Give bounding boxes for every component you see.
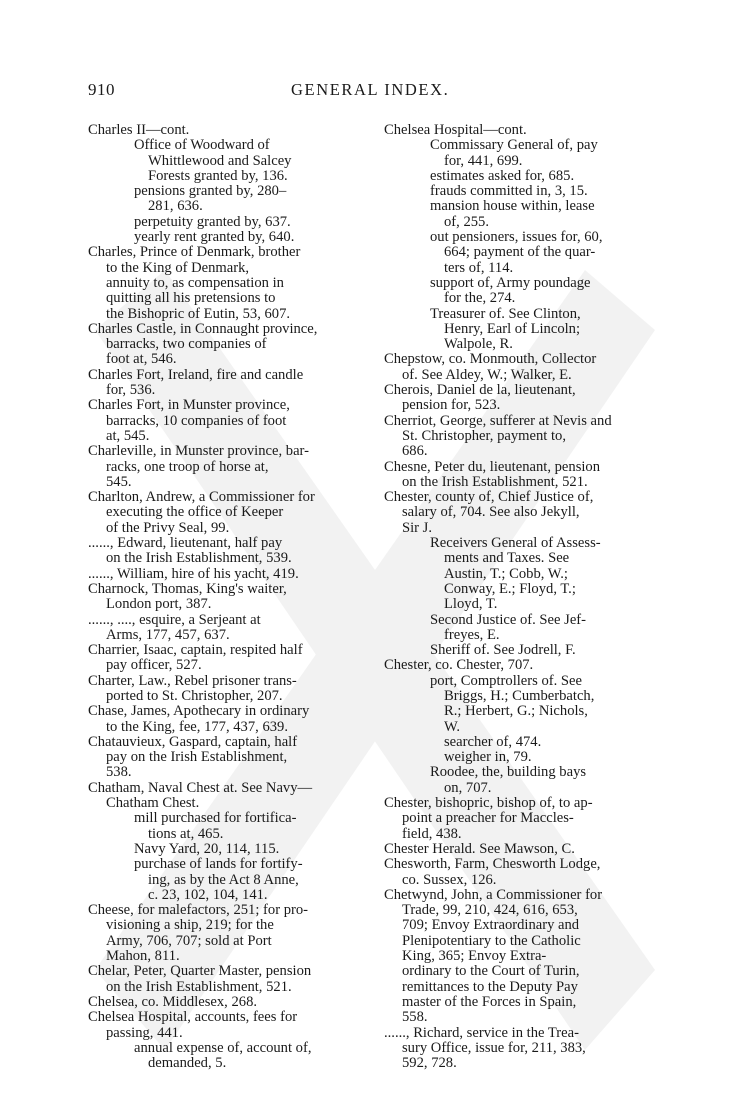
index-entry — [88, 704, 378, 735]
index-line: Chatauvieux, Gaspard, captain, half — [88, 733, 298, 750]
index-line: 545. — [106, 473, 132, 490]
index-entry — [384, 658, 652, 673]
index-entry — [384, 888, 652, 1026]
index-line: for, 536. — [106, 382, 156, 399]
index-line: Chesworth, Farm, Chesworth Lodge, — [384, 856, 601, 873]
index-line: Sir J. — [402, 519, 433, 536]
index-entry — [88, 123, 378, 138]
index-line: purchase of lands for fortify- — [134, 856, 303, 873]
index-entry — [88, 613, 378, 644]
index-line: ments and Taxes. See — [444, 550, 570, 567]
index-line: on, 707. — [444, 779, 492, 796]
index-line: at, 545. — [106, 427, 150, 444]
index-line: for the, 274. — [444, 290, 516, 307]
index-line: Chester, bishopric, bishop of, to ap- — [384, 795, 593, 812]
index-line: port, Comptrollers of. See — [430, 672, 582, 689]
index-line: Chelsea Hospital—cont. — [384, 122, 527, 138]
index-line: Army, 706, 707; sold at Port — [106, 932, 272, 949]
index-line: for, 441, 699. — [444, 152, 523, 169]
index-line: pensions granted by, 280– — [134, 183, 287, 200]
index-entry — [384, 490, 652, 536]
index-line: the Bishopric of Eutin, 53, 607. — [106, 305, 291, 322]
index-subentry — [88, 842, 378, 857]
index-line: Henry, Earl of Lincoln; — [444, 320, 581, 337]
index-entry — [88, 903, 378, 964]
index-line: Treasurer of. See Clinton, — [430, 305, 581, 322]
index-entry — [384, 842, 652, 857]
index-line: sury Office, issue for, 211, 383, — [402, 1039, 586, 1056]
index-line: annual expense of, account of, — [134, 1039, 312, 1056]
index-line: Chesne, Peter du, lieutenant, pension — [384, 458, 601, 475]
index-line: field, 438. — [402, 825, 462, 842]
index-line: Roodee, the, building bays — [430, 764, 587, 781]
index-line: Charlton, Andrew, a Commissioner for — [88, 489, 315, 506]
index-subentry — [384, 735, 652, 750]
index-line: quitting all his pretensions to — [106, 290, 276, 307]
index-line: Lloyd, T. — [444, 596, 498, 613]
index-line: Charles, Prince of Denmark, brother — [88, 244, 301, 261]
index-line: Chelsea, co. Middlesex, 268. — [88, 993, 258, 1010]
index-line: ......, Richard, service in the Trea- — [384, 1024, 579, 1041]
index-line: Chester, co. Chester, 707. — [384, 657, 534, 674]
index-line: Charles Fort, in Munster province, — [88, 397, 290, 414]
index-line: W. — [444, 718, 461, 735]
index-entry — [384, 460, 652, 491]
index-line: on the Irish Establishment, 539. — [106, 550, 292, 567]
index-entry — [88, 490, 378, 536]
index-entry — [88, 368, 378, 399]
index-entry — [88, 398, 378, 444]
index-line: Receivers General of Assess- — [430, 535, 601, 552]
index-line: Mahon, 811. — [106, 948, 180, 965]
index-line: estimates asked for, 685. — [430, 167, 575, 184]
index-subentry — [88, 1041, 378, 1072]
index-line: 709; Envoy Extraordinary and — [402, 917, 580, 934]
index-line: ......, Edward, lieutenant, half pay — [88, 535, 283, 552]
index-subentry — [384, 613, 652, 644]
index-line: foot at, 546. — [106, 351, 177, 368]
index-line: point a preacher for Maccles- — [402, 810, 574, 827]
index-entry — [88, 1010, 378, 1041]
index-line: 558. — [402, 1009, 428, 1026]
page-number: 910 — [88, 80, 115, 99]
index-entry — [384, 414, 652, 460]
index-line: Plenipotentiary to the Catholic — [402, 932, 581, 949]
index-entry — [88, 536, 378, 567]
index-line: frauds committed in, 3, 15. — [430, 183, 588, 200]
index-subentry — [384, 184, 652, 199]
index-subentry — [88, 230, 378, 245]
index-line: Chase, James, Apothecary in ordinary — [88, 703, 310, 720]
index-entry — [384, 123, 652, 138]
index-line: 538. — [106, 764, 132, 781]
right-column — [384, 123, 652, 1071]
index-line: 686. — [402, 443, 428, 460]
index-line: mansion house within, lease — [430, 198, 595, 215]
index-line: 592, 728. — [402, 1055, 457, 1072]
index-line: of the Privy Seal, 99. — [106, 519, 230, 536]
index-subentry — [384, 674, 652, 735]
index-line: Office of Woodward of — [134, 137, 270, 154]
index-line: out pensioners, issues for, 60, — [430, 229, 603, 246]
index-line: c. 23, 102, 104, 141. — [148, 886, 268, 903]
index-line: tions at, 465. — [148, 825, 224, 842]
index-line: ing, as by the Act 8 Anne, — [148, 871, 299, 888]
index-entry — [88, 643, 378, 674]
index-line: Charrier, Isaac, captain, respited half — [88, 642, 303, 659]
index-line: mill purchased for fortifica- — [134, 810, 297, 827]
index-line: St. Christopher, payment to, — [402, 427, 566, 444]
index-line: pension for, 523. — [402, 397, 501, 414]
index-line: racks, one troop of horse at, — [106, 458, 269, 475]
index-line: Cheese, for malefactors, 251; for pro- — [88, 902, 309, 919]
index-subentry — [384, 276, 652, 307]
index-line: Chatham, Naval Chest at. See Navy— — [88, 779, 313, 796]
index-line: Conway, E.; Floyd, T.; — [444, 580, 576, 597]
index-subentry — [384, 199, 652, 230]
index-line: remittances to the Deputy Pay — [402, 978, 578, 995]
index-line: pay officer, 527. — [106, 657, 202, 674]
index-subentry — [384, 765, 652, 796]
index-line: Arms, 177, 457, 637. — [106, 626, 230, 643]
index-line: Navy Yard, 20, 114, 115. — [134, 840, 280, 857]
index-line: freyes, E. — [444, 626, 500, 643]
index-line: Charnock, Thomas, King's waiter, — [88, 580, 287, 597]
index-line: 664; payment of the quar- — [444, 244, 596, 261]
index-entry — [88, 567, 378, 582]
index-line: yearly rent granted by, 640. — [134, 229, 295, 246]
page-header — [88, 82, 648, 102]
left-column — [88, 123, 378, 1071]
index-line: to the King of Denmark, — [106, 259, 250, 276]
index-line: Chelar, Peter, Quarter Master, pension — [88, 963, 312, 980]
index-entry — [384, 796, 652, 842]
index-line: barracks, two companies of — [106, 336, 267, 353]
index-line: on the Irish Establishment, 521. — [106, 978, 292, 995]
index-line: Charles Castle, in Connaught province, — [88, 320, 318, 337]
index-line: King, 365; Envoy Extra- — [402, 948, 547, 965]
index-subentry — [88, 857, 378, 903]
index-line: Commissary General of, pay — [430, 137, 598, 154]
index-line: Chester, county of, Chief Justice of, — [384, 489, 594, 506]
index-line: executing the office of Keeper — [106, 504, 284, 521]
index-line: visioning a ship, 219; for the — [106, 917, 274, 934]
index-subentry — [384, 536, 652, 612]
index-entry — [88, 674, 378, 705]
index-line: Charleville, in Munster province, bar- — [88, 443, 309, 460]
index-line: Cherriot, George, sufferer at Nevis and — [384, 412, 612, 429]
index-line: Chepstow, co. Monmouth, Collector — [384, 351, 597, 368]
index-line: annuity to, as compensation in — [106, 274, 284, 291]
index-line: ported to St. Christopher, 207. — [106, 687, 283, 704]
index-line: Briggs, H.; Cumberbatch, — [444, 687, 595, 704]
index-line: ordinary to the Court of Turin, — [402, 963, 580, 980]
index-line: ters of, 114. — [444, 259, 514, 276]
index-line: on the Irish Establishment, 521. — [402, 473, 588, 490]
index-line: weigher in, 79. — [444, 749, 532, 766]
index-line: of. See Aldey, W.; Walker, E. — [402, 366, 572, 383]
index-line: salary of, 704. See also Jekyll, — [402, 504, 580, 521]
index-line: ......, William, hire of his yacht, 419. — [88, 565, 299, 582]
index-subentry — [384, 138, 652, 169]
index-line: Whittlewood and Salcey — [148, 152, 292, 169]
index-line: searcher of, 474. — [444, 733, 542, 750]
index-line: perpetuity granted by, 637. — [134, 213, 291, 230]
index-entry — [384, 352, 652, 383]
index-entry — [88, 964, 378, 995]
index-entry — [88, 735, 378, 781]
index-entry — [384, 857, 652, 888]
index-line: pay on the Irish Establishment, — [106, 749, 288, 766]
index-line: Chelsea Hospital, accounts, fees for — [88, 1009, 298, 1026]
index-line: ......, ...., esquire, a Serjeant at — [88, 611, 261, 628]
index-line: co. Sussex, 126. — [402, 871, 497, 888]
index-line: passing, 441. — [106, 1024, 183, 1041]
index-line: Austin, T.; Cobb, W.; — [444, 565, 568, 582]
index-line: London port, 387. — [106, 596, 212, 613]
index-subentry — [88, 138, 378, 184]
index-entry — [384, 1026, 652, 1072]
index-line: Forests granted by, 136. — [148, 167, 288, 184]
index-subentry — [88, 215, 378, 230]
index-subentry — [384, 307, 652, 353]
index-line: Chetwynd, John, a Commissioner for — [384, 886, 603, 903]
index-subentry — [88, 184, 378, 215]
index-subentry — [384, 230, 652, 276]
index-line: Trade, 99, 210, 424, 616, 653, — [402, 902, 578, 919]
index-line: of, 255. — [444, 213, 489, 230]
index-line: demanded, 5. — [148, 1055, 227, 1072]
index-line: Charles Fort, Ireland, fire and candle — [88, 366, 304, 383]
index-line: master of the Forces in Spain, — [402, 993, 577, 1010]
index-entry — [88, 245, 378, 321]
index-line: R.; Herbert, G.; Nichols, — [444, 703, 588, 720]
index-subentry — [384, 750, 652, 765]
index-line: Charles II—cont. — [88, 122, 190, 138]
index-entry — [384, 383, 652, 414]
index-line: support of, Army poundage — [430, 274, 591, 291]
index-subentry — [384, 169, 652, 184]
index-line: Chatham Chest. — [106, 795, 200, 812]
index-line: 281, 636. — [148, 198, 203, 215]
index-line: Cherois, Daniel de la, lieutenant, — [384, 382, 576, 399]
index-line: barracks, 10 companies of foot — [106, 412, 287, 429]
index-line: Second Justice of. See Jef- — [430, 611, 587, 628]
index-subentry — [88, 811, 378, 842]
index-entry — [88, 322, 378, 368]
index-entry — [88, 781, 378, 812]
index-line: Chester Herald. See Mawson, C. — [384, 840, 575, 857]
index-entry — [88, 995, 378, 1010]
index-line: Sheriff of. See Jodrell, F. — [430, 642, 576, 659]
index-entry — [88, 444, 378, 490]
page-title: GENERAL INDEX. — [291, 80, 450, 99]
index-line: Walpole, R. — [444, 336, 513, 353]
index-line: to the King, fee, 177, 437, 639. — [106, 718, 288, 735]
index-entry — [88, 582, 378, 613]
index-line: Charter, Law., Rebel prisoner trans- — [88, 672, 297, 689]
index-subentry — [384, 643, 652, 658]
